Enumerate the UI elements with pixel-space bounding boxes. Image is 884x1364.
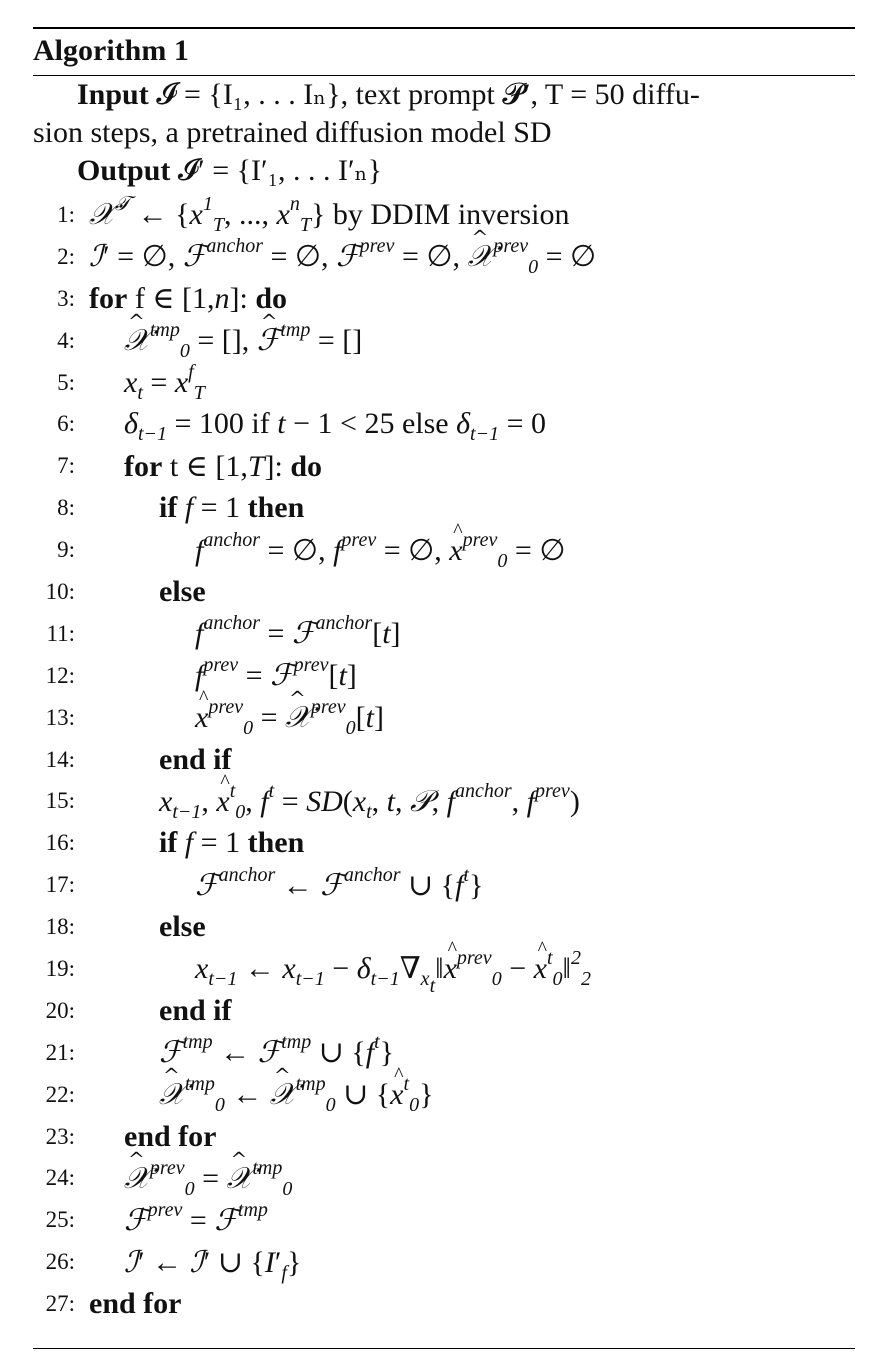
line-number: 17: bbox=[45, 872, 75, 898]
algorithm-line bbox=[33, 194, 855, 236]
line-number: 21: bbox=[45, 1039, 75, 1065]
line-number: 26: bbox=[45, 1249, 75, 1275]
algorithm-lines bbox=[33, 194, 855, 1325]
algorithm-line bbox=[33, 697, 855, 739]
line-number: 1: bbox=[57, 201, 75, 227]
line-code: ℐ′ = ∅, ℱ$^{anchor}$ = ∅, ℱ$^{prev}$ = ∅, ^ 𝒳$^{prev}_0$ = ∅ bbox=[89, 239, 596, 274]
line-number: 7: bbox=[57, 453, 75, 479]
input-label: Input bbox=[77, 78, 149, 111]
algorithm-line bbox=[33, 1074, 855, 1116]
line-code: 𝒳$^𝒯$ ← {$x^1_T$, ..., $x^n_T$} by DDIM inversion bbox=[89, 193, 570, 237]
line-code: ^ 𝒳$^{tmp}_0$ ← ^ 𝒳$^{tmp}_0$ ∪ {^ $x^t_0$} bbox=[89, 1077, 433, 1112]
line-code: ℱ$^{tmp}$ ← ℱ$^{tmp}$ ∪ $\{f^t\}$ bbox=[159, 1031, 395, 1071]
line-code: $x_{t-1}$, ^ $x^t_0$, $f^t = SD(x_t$, t, 𝒫, $f^{anchor}$, $f^{prev}$) bbox=[89, 784, 580, 819]
algorithm-line bbox=[33, 320, 855, 362]
algorithm-line bbox=[33, 1157, 855, 1199]
line-number: 3: bbox=[57, 285, 75, 311]
algorithm-title: Algorithm 1 bbox=[33, 34, 189, 67]
line-number: 6: bbox=[57, 411, 75, 437]
line-code: end if bbox=[159, 993, 232, 1027]
line-number: 27: bbox=[45, 1291, 75, 1317]
line-code: ^ 𝒳$^{tmp}_0$ = [], ^ ℱ$^{tmp}$ = [] bbox=[89, 323, 362, 358]
line-number: 16: bbox=[45, 830, 75, 856]
output-text: 𝓘′ = {I′₁, . . . I′ₙ} bbox=[177, 154, 382, 187]
line-code: end for bbox=[89, 1287, 182, 1321]
line-code: if f = 1 then bbox=[159, 491, 305, 525]
line-number: 20: bbox=[45, 997, 75, 1023]
algorithm-line bbox=[33, 906, 855, 948]
line-number: 22: bbox=[45, 1081, 75, 1107]
algorithm-line bbox=[33, 739, 855, 781]
algorithm-line bbox=[33, 822, 855, 864]
algorithm-line bbox=[33, 236, 855, 278]
line-number: 4: bbox=[57, 327, 75, 353]
line-code: ^ 𝒳$^{prev}_0$ = ^ 𝒳$^{tmp}_0$ bbox=[89, 1161, 292, 1196]
line-number: 13: bbox=[45, 704, 75, 730]
line-code: $x_{t-1}$ ← $x_{t-1}$ − $\delta_{t-1}\nabla_{x_t}‖\^{}$ $x^{prev}_0$ − ^ $x^t_0‖^2_2$ bbox=[89, 951, 591, 986]
line-code: ℐ′ ← ℐ′ ∪ $\{I'_f\}$ bbox=[124, 1244, 302, 1284]
bottom-rule bbox=[33, 1348, 855, 1349]
algorithm-line bbox=[33, 864, 855, 906]
line-code: ℱ$^{prev}$ = ℱ$^{tmp}$ bbox=[124, 1198, 268, 1238]
algorithm-line bbox=[33, 403, 855, 445]
line-number: 8: bbox=[57, 495, 75, 521]
algorithm-line bbox=[33, 487, 855, 529]
algorithm-line bbox=[33, 1032, 855, 1074]
line-code: else bbox=[159, 910, 206, 944]
line-number: 5: bbox=[57, 369, 75, 395]
algorithm-line bbox=[33, 780, 855, 822]
line-code: $f^{prev}$ = ℱ$^{prev}$[t] bbox=[195, 654, 357, 694]
algorithm-line bbox=[33, 655, 855, 697]
algorithm-line bbox=[33, 1241, 855, 1283]
algorithm-line bbox=[33, 1283, 855, 1325]
line-number: 12: bbox=[45, 662, 75, 688]
algorithm-box bbox=[33, 27, 855, 1325]
line-number: 2: bbox=[57, 243, 75, 269]
line-number: 11: bbox=[46, 620, 75, 646]
line-number: 19: bbox=[45, 955, 75, 981]
line-number: 9: bbox=[57, 537, 75, 563]
algorithm-line bbox=[33, 1116, 855, 1158]
line-number: 24: bbox=[45, 1165, 75, 1191]
algorithm-line bbox=[33, 362, 855, 404]
line-number: 10: bbox=[45, 578, 75, 604]
input-text-line2: sion steps, a pretrained diffusion model SD bbox=[33, 116, 552, 149]
algorithm-line bbox=[33, 571, 855, 613]
line-number: 14: bbox=[45, 746, 75, 772]
algorithm-line bbox=[33, 1199, 855, 1241]
line-code: $x_t = x^f_T$ bbox=[124, 360, 205, 404]
line-code: if f = 1 then bbox=[159, 826, 305, 860]
line-code: ℱ$^{anchor}$ ← ℱ$^{anchor}$ ∪ $\{f^t\}$ bbox=[195, 863, 484, 903]
algorithm-line bbox=[33, 529, 855, 571]
line-code: $f^{anchor}$ = ∅, $f^{prev}$ = ∅, ^ $x^{prev}_0$ = ∅ bbox=[89, 533, 565, 568]
line-code: $\delta_{t-1} = 100$ if t − 1 < 25 else $\delta_{t-1} = 0$ bbox=[124, 407, 547, 446]
algorithm-line bbox=[33, 613, 855, 655]
algorithm-line bbox=[33, 445, 855, 487]
line-code: else bbox=[159, 574, 206, 608]
line-number: 15: bbox=[45, 788, 75, 814]
algorithm-line bbox=[33, 947, 855, 998]
line-code: $f^{anchor}$ = ℱ$^{anchor}$[t] bbox=[195, 612, 401, 652]
line-code: ^ $x^{prev}_0$ = ^ 𝒳$^{prev}_0$[t] bbox=[89, 700, 384, 735]
line-number: 25: bbox=[45, 1207, 75, 1233]
line-code: end for bbox=[124, 1119, 217, 1153]
line-code: for t ∈ [1,T]: do bbox=[124, 449, 323, 483]
line-code: end if bbox=[159, 742, 232, 776]
output-block bbox=[33, 152, 855, 190]
input-text-line1: 𝓘 = {I₁, . . . Iₙ}, text prompt 𝓟′, T = 50 diffu- bbox=[156, 78, 700, 111]
algorithm-line bbox=[33, 990, 855, 1032]
input-block bbox=[33, 76, 855, 152]
output-label: Output bbox=[77, 154, 171, 187]
line-number: 18: bbox=[45, 914, 75, 940]
line-number: 23: bbox=[45, 1123, 75, 1149]
line-code: for f ∈ [1,n]: do bbox=[89, 282, 288, 316]
algorithm-line bbox=[33, 278, 855, 320]
